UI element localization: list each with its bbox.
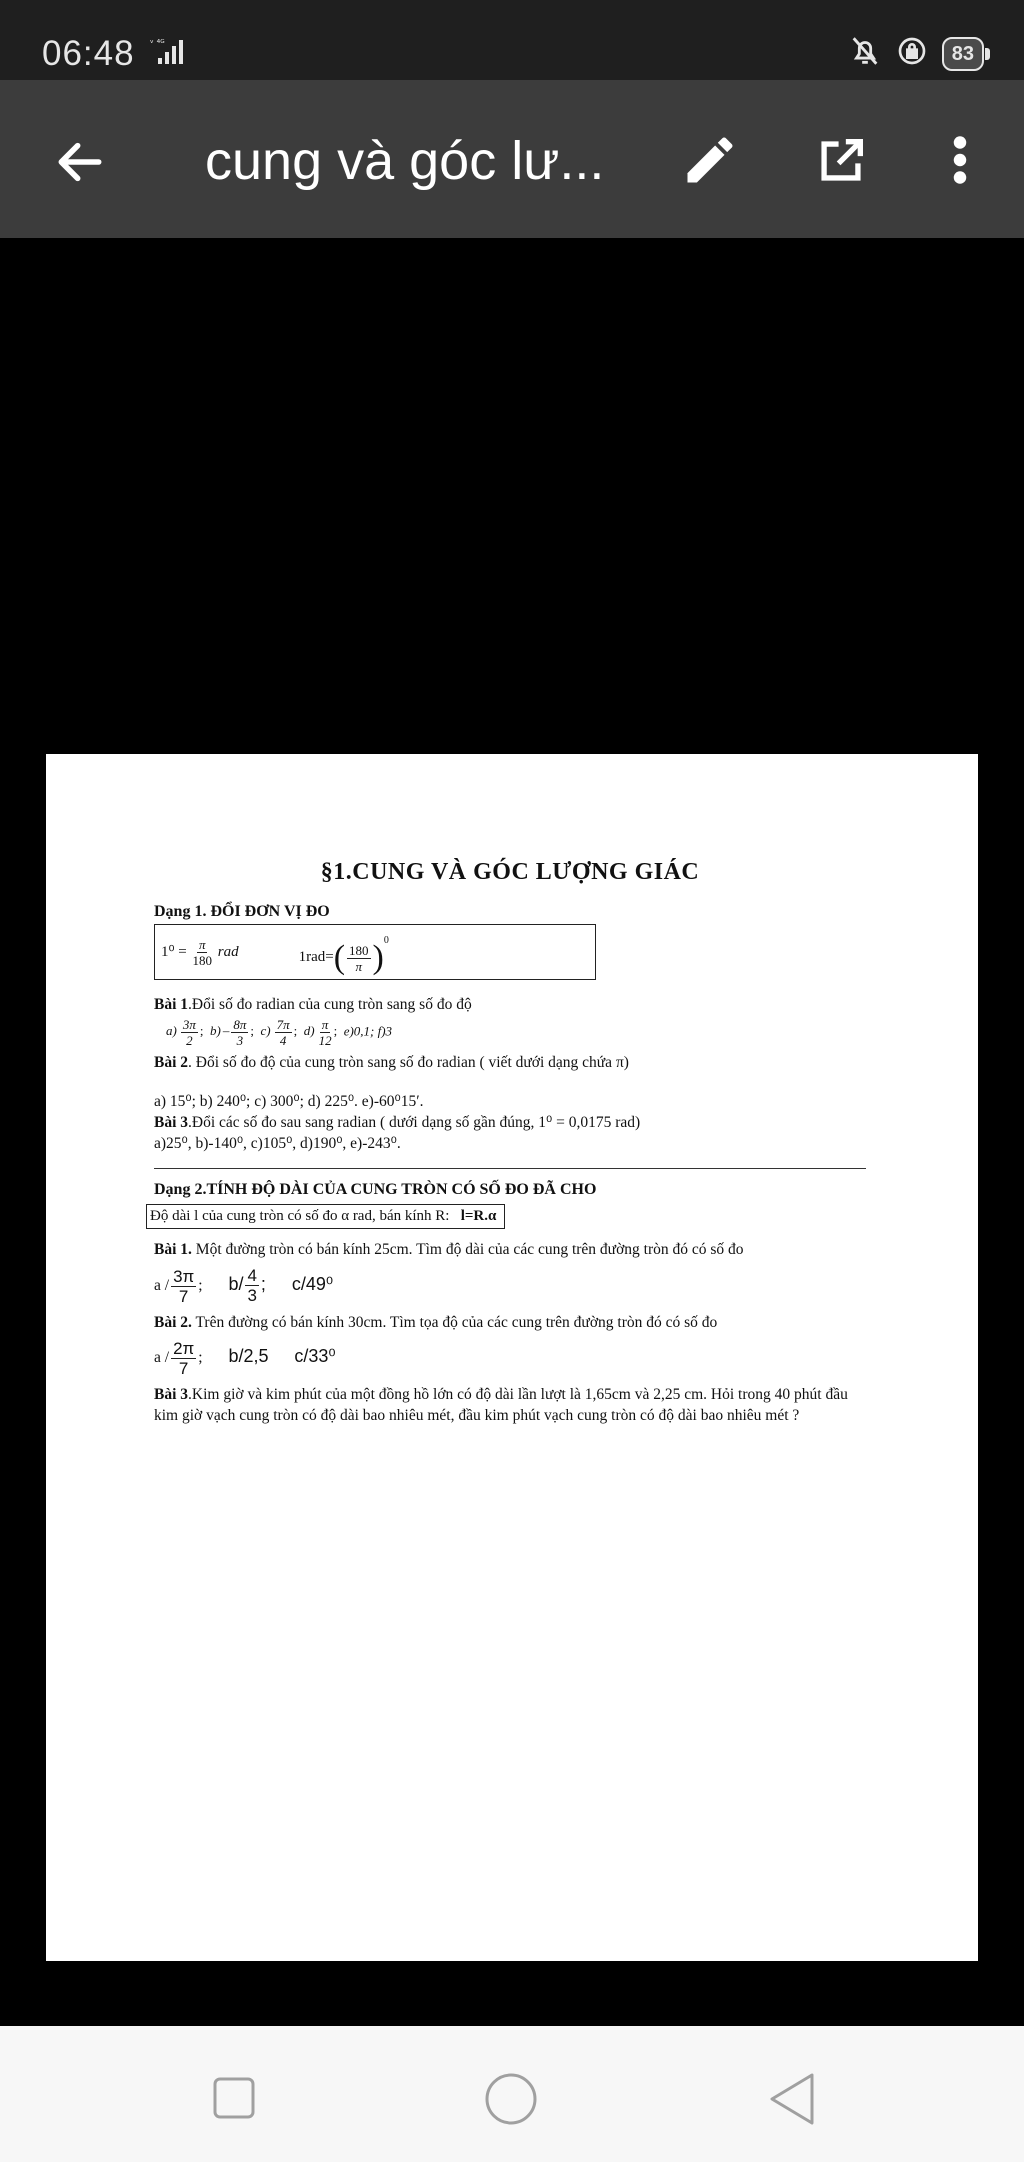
frac-num: 4	[247, 1266, 257, 1285]
open-paren: (	[333, 939, 346, 977]
problem-2-c: c/33⁰	[294, 1346, 336, 1367]
item-fraction	[275, 1017, 292, 1048]
recents-square-icon[interactable]	[212, 2076, 256, 2125]
pi-over-180	[192, 937, 212, 968]
app-bar	[0, 80, 1024, 238]
status-bar	[0, 0, 1024, 80]
problem-2-b: b/2,5	[228, 1346, 269, 1367]
section-1-heading: Dạng 1. ĐỔI ĐƠN VỊ ĐO	[154, 903, 330, 920]
exercise-2-items: a) 15⁰; b) 240⁰; c) 300⁰; d) 225⁰. e)-60⁰15′.	[154, 1093, 424, 1110]
problem-label: Bài 3	[154, 1386, 189, 1404]
frac-den: 2	[186, 1033, 193, 1048]
item-c	[260, 1017, 298, 1048]
back-triangle-icon[interactable]	[768, 2072, 816, 2131]
frac-num: 7π	[276, 1017, 290, 1032]
section-divider	[154, 1168, 866, 1169]
item-fraction	[245, 1266, 258, 1305]
frac-den: 3	[247, 1286, 257, 1305]
exercise-label: Bài 1	[154, 996, 189, 1013]
problem-text: Một đường tròn có bán kính 25cm. Tìm độ dài của các cung trên đường tròn đó có số đo	[191, 1241, 744, 1258]
status-time: 06:48	[42, 34, 135, 73]
formula-rad-lhs: 1rad=	[298, 949, 334, 966]
item-label: a /	[154, 1349, 170, 1367]
frac-num: 3π	[182, 1017, 196, 1032]
home-circle-icon[interactable]	[484, 2072, 538, 2131]
frac-num: π	[321, 1017, 329, 1032]
exercise-1-items	[166, 1017, 866, 1048]
item-d	[303, 1017, 338, 1048]
item-label: a /	[154, 1277, 170, 1295]
frac-den: 7	[178, 1359, 189, 1379]
item-a	[166, 1017, 204, 1048]
item-label: d)	[303, 1023, 315, 1039]
rotation-lock-icon	[896, 35, 928, 72]
edit-pencil-icon[interactable]	[680, 130, 740, 195]
item-b	[209, 1017, 254, 1048]
item-fraction	[171, 1339, 196, 1378]
document-viewer[interactable]	[0, 238, 1024, 2026]
exercise-2	[154, 1052, 866, 1073]
frac-den: 12	[318, 1033, 332, 1048]
section-2-heading: Dạng 2.TÍNH ĐỘ DÀI CỦA CUNG TRÒN CÓ SỐ ĐO ĐÃ CHO	[154, 1181, 597, 1198]
formula-deg-lhs: 1⁰ =	[161, 943, 187, 960]
problem-text: .Kim giờ và kim phút của một đồng hồ lớn có độ dài lần lượt là 1,65cm và 2,25 cm. Hỏi trong 40 phút đầu kim giờ vạch cung tròn có độ dài bao nhiêu mét, đầu kim phút vạch cung tròn có độ dài bao nhiêu mét ?	[154, 1386, 848, 1425]
frac-num: 180	[349, 942, 369, 958]
item-ef: e)0,1; f)3	[343, 1023, 393, 1039]
item-label: b/	[228, 1274, 244, 1295]
battery-indicator: 83	[942, 37, 984, 71]
problem-1	[154, 1239, 866, 1260]
radian-formula	[298, 930, 389, 977]
frac-den: π	[355, 958, 363, 974]
problem-3	[154, 1384, 866, 1426]
item-sep: ;	[199, 1023, 204, 1039]
frac-num: 8π	[233, 1017, 247, 1032]
arc-length-formula-box	[146, 1204, 505, 1229]
arc-length-text: Độ dài l của cung tròn có số đo α rad, bán kính R:	[150, 1208, 450, 1224]
problem-1-a: a / $\frac{3\pi}{7}$ ;	[154, 1267, 203, 1307]
arc-length-formula: l=R.α	[460, 1208, 497, 1224]
exercise-1	[154, 994, 866, 1015]
exercise-label: Bài 3	[154, 1114, 189, 1131]
problem-2-a: a / $\frac{2\pi}{7}$ ;	[154, 1339, 203, 1379]
exercise-text: . Đổi số đo độ của cung tròn sang số đo radian ( viết dưới dạng chứa π)	[188, 1054, 629, 1071]
conversion-formula-box	[154, 924, 596, 980]
signal-icon	[150, 36, 190, 71]
180-over-pi	[347, 943, 371, 974]
item-sep: ;	[250, 1023, 254, 1039]
problem-label: Bài 2.	[154, 1314, 192, 1332]
item-sign: –	[222, 1023, 230, 1039]
more-vert-icon[interactable]	[945, 130, 975, 195]
frac-den: 7	[178, 1287, 189, 1307]
exercise-3-items: a)25⁰, b)-140⁰, c)105⁰, d)190⁰, e)-243⁰.	[154, 1135, 401, 1152]
item-label: b)	[209, 1023, 221, 1039]
frac-num: π	[198, 936, 206, 952]
frac-den: 180	[192, 952, 212, 968]
exercise-text: .Đổi số đo radian của cung tròn sang số đo độ	[188, 996, 472, 1013]
exercise-label: Bài 2	[154, 1054, 189, 1071]
frac-den: 4	[279, 1033, 287, 1048]
formula-rad-unit: rad	[217, 943, 239, 960]
degree-formula	[161, 937, 239, 968]
document-title: cung và góc lư...	[205, 131, 605, 191]
problem-label: Bài 1.	[154, 1241, 192, 1258]
problem-text: Trên đường có bán kính 30cm. Tìm tọa độ của các cung trên đường tròn đó có số đo	[191, 1314, 718, 1332]
problem-2-items	[154, 1339, 866, 1378]
item-fraction	[319, 1017, 332, 1048]
item-sep: ;	[333, 1023, 338, 1039]
svg-text:ᵛ ⁴ᴳ: ᵛ ⁴ᴳ	[150, 39, 165, 49]
problem-1-items	[154, 1266, 866, 1306]
item-fraction	[171, 1267, 196, 1306]
document-page[interactable]	[46, 754, 978, 1961]
item-label: a)	[166, 1023, 177, 1039]
problem-1-b: b/ $\frac{4}{3}$ ;	[228, 1266, 266, 1305]
close-paren: )	[372, 939, 384, 977]
frac-num: 2π	[173, 1339, 195, 1359]
frac-den: 3	[236, 1033, 244, 1048]
open-external-icon[interactable]	[812, 132, 870, 195]
exercise-3	[154, 1112, 866, 1133]
item-fraction	[231, 1017, 248, 1048]
item-label: c)	[260, 1023, 271, 1039]
document-content	[150, 859, 866, 1426]
frac-num: 3π	[173, 1267, 195, 1287]
notifications-off-icon	[848, 34, 882, 73]
degree-superscript: 0	[383, 935, 389, 947]
item-fraction	[181, 1017, 198, 1048]
item-sep: ;	[293, 1023, 298, 1039]
problem-1-c: c/49⁰	[291, 1274, 334, 1295]
doc-title: §1.CUNG VÀ GÓC LƯỢNG GIÁC	[320, 859, 700, 885]
exercise-text: .Đổi các số đo sau sang radian ( dưới dạng số gần đúng, 1⁰ = 0,0175 rad)	[188, 1114, 641, 1131]
problem-2	[154, 1312, 866, 1333]
back-arrow-icon[interactable]	[52, 134, 108, 195]
system-nav-bar	[0, 2026, 1024, 2162]
